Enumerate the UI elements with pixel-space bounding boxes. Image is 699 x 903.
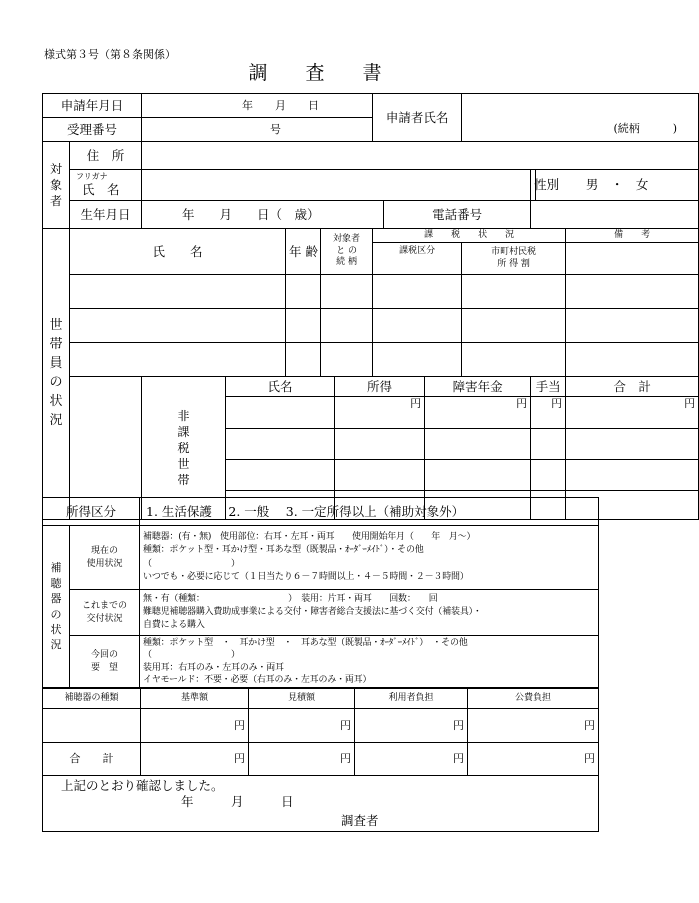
household-city-tax-cell[interactable] <box>462 309 566 343</box>
total-user-cell[interactable]: 円 <box>355 743 468 776</box>
total-base-cell[interactable]: 円 <box>141 743 249 776</box>
household-row[interactable] <box>43 309 699 343</box>
cost-total-label: 合 計 <box>43 743 141 776</box>
gender-select[interactable]: 男 ・ 女 <box>536 170 699 201</box>
col-tax-status-header: 課 税 状 況 <box>373 229 566 243</box>
notes-header-blank <box>566 243 699 275</box>
household-tax-class-cell[interactable] <box>373 309 462 343</box>
col-name-header: 氏 名 <box>70 229 286 275</box>
col-age-header: 年 齢 <box>286 229 321 275</box>
cost-row[interactable] <box>43 709 599 743</box>
nontax-pension-cell[interactable] <box>425 460 531 491</box>
nontax-total-cell[interactable] <box>566 429 699 460</box>
nontax-allowance-cell[interactable] <box>531 460 566 491</box>
gender-label: 性別 <box>531 170 536 201</box>
phone-label: 電話番号 <box>384 201 531 229</box>
nontax-name-cell[interactable] <box>226 460 335 491</box>
birth-date-field[interactable]: 年 月 日（ 歳） <box>142 201 384 229</box>
nontax-col-pension: 障害年金 <box>425 377 531 397</box>
household-age-cell[interactable] <box>286 275 321 309</box>
household-row[interactable] <box>43 343 699 377</box>
nontax-col-income: 所得 <box>335 377 425 397</box>
document-title: 調 査 書 <box>248 62 382 84</box>
address-label: 住 所 <box>70 142 142 170</box>
applicant-name-label: 申請者氏名 <box>373 94 462 142</box>
confirmation-date[interactable]: 年 月 日 <box>181 794 294 809</box>
cost-table <box>42 688 599 832</box>
receipt-number-label: 受理番号 <box>43 118 142 142</box>
hearing-aid-table <box>42 497 599 688</box>
cost-public-cell[interactable]: 円 <box>468 709 599 743</box>
investigator-label: 調査者 <box>341 813 379 828</box>
cost-col-base: 基準額 <box>141 689 249 709</box>
subject-group-label: 対 象 者 <box>43 142 70 229</box>
col-notes-header: 備 考 <box>566 229 699 243</box>
household-name-cell[interactable] <box>70 343 286 377</box>
household-group-label: 世 帯 員 の 状 況 <box>43 229 70 520</box>
nontax-income-cell[interactable]: 円 <box>335 397 425 429</box>
confirmation-box <box>43 776 599 832</box>
household-tax-class-cell[interactable] <box>373 275 462 309</box>
address-field[interactable] <box>142 142 699 170</box>
confirmation-text: 上記のとおり確認しました。 <box>61 778 224 793</box>
cost-user-cell[interactable]: 円 <box>355 709 468 743</box>
nontax-pension-cell[interactable] <box>425 429 531 460</box>
past-provision-field[interactable]: 無・有（種類： ） 装用：片耳・両耳 回数： 回 難聴児補聴器購入費助成事業による交付・障害者総合支援法に基づく交付（補装具）・ 自費による購入 <box>140 590 599 636</box>
col-relation-header: 対象者 と の 続 柄 <box>321 229 373 275</box>
income-class-options[interactable]: 1. 生活保護 2. 一般 3. 一定所得以上（補助対象外） <box>140 498 599 526</box>
phone-field[interactable] <box>531 201 699 229</box>
household-notes-cell[interactable] <box>566 275 699 309</box>
cost-total-row[interactable] <box>43 743 599 776</box>
subject-name-label: フリガナ 氏 名 <box>70 170 142 201</box>
applicant-name-field[interactable] <box>462 94 699 142</box>
nontax-name-cell[interactable] <box>226 429 335 460</box>
subject-name-field[interactable] <box>142 170 531 201</box>
household-name-cell[interactable] <box>70 275 286 309</box>
household-row[interactable] <box>43 275 699 309</box>
nontax-total-cell[interactable]: 円 <box>566 397 699 429</box>
survey-table-main <box>42 93 699 520</box>
nontax-name-cell[interactable] <box>226 397 335 429</box>
current-request-label: 今回の 要 望 <box>70 636 140 688</box>
household-tax-class-cell[interactable] <box>373 343 462 377</box>
cost-col-user: 利用者負担 <box>355 689 468 709</box>
household-notes-cell[interactable] <box>566 309 699 343</box>
birth-date-label: 生年月日 <box>70 201 142 229</box>
nontax-group-label: 非 課 税 世 帯 <box>142 377 226 520</box>
household-age-cell[interactable] <box>286 343 321 377</box>
cost-base-cell[interactable]: 円 <box>141 709 249 743</box>
household-relation-cell[interactable] <box>321 309 373 343</box>
current-usage-field[interactable]: 補聴器：(有・無) 使用部位：右耳・左耳・両耳 使用開始年月（ 年 月～） 種類：ポケット型・耳かけ型・耳あな型（既製品・ｵｰﾀﾞｰﾒｲﾄﾞ）・その他 （ ） いつでも・必要に応じて（１日当たり６－７時間以上・４－５時間・２－３時間） <box>140 526 599 590</box>
nontax-allowance-cell[interactable]: 円 <box>531 397 566 429</box>
total-estimate-cell[interactable]: 円 <box>249 743 355 776</box>
household-relation-cell[interactable] <box>321 343 373 377</box>
form-number: 様式第３号（第８条関係） <box>44 48 176 61</box>
total-public-cell[interactable]: 円 <box>468 743 599 776</box>
cost-col-public: 公費負担 <box>468 689 599 709</box>
household-name-cell[interactable] <box>70 309 286 343</box>
receipt-number-field[interactable]: 号 <box>142 118 373 142</box>
nontax-income-cell[interactable] <box>335 460 425 491</box>
current-usage-label: 現在の 使用状況 <box>70 526 140 590</box>
income-class-label: 所得区分 <box>43 498 140 526</box>
household-notes-cell[interactable] <box>566 343 699 377</box>
nontax-pension-cell[interactable]: 円 <box>425 397 531 429</box>
household-city-tax-cell[interactable] <box>462 343 566 377</box>
household-city-tax-cell[interactable] <box>462 275 566 309</box>
app-date-field[interactable]: 年 月 日 <box>142 94 373 118</box>
hearing-aid-group-label: 補 聴 器 の 状 況 <box>43 526 70 688</box>
nontax-col-name: 氏名 <box>226 377 335 397</box>
relation-label: (続柄 ) <box>613 122 678 136</box>
col-city-tax-header: 市町村民税 所 得 割 <box>462 243 566 275</box>
col-tax-class-header: 課税区分 <box>373 243 462 275</box>
cost-col-type: 補聴器の種類 <box>43 689 141 709</box>
app-date-label: 申請年月日 <box>43 94 142 118</box>
nontax-allowance-cell[interactable] <box>531 429 566 460</box>
cost-col-estimate: 見積額 <box>249 689 355 709</box>
nontax-income-cell[interactable] <box>335 429 425 460</box>
household-age-cell[interactable] <box>286 309 321 343</box>
nontax-col-total: 合 計 <box>566 377 699 397</box>
household-relation-cell[interactable] <box>321 275 373 309</box>
cost-estimate-cell[interactable]: 円 <box>249 709 355 743</box>
current-request-field[interactable]: 種類：ポケット型 ・ 耳かけ型 ・ 耳あな型（既製品・ｵｰﾀﾞｰﾒｲﾄﾞ） ・その他 （ ） 装用耳：右耳のみ・左耳のみ・両耳 イヤモールド：不要・必要（右耳のみ・左耳のみ・両耳） <box>140 636 599 688</box>
cost-type-cell[interactable] <box>43 709 141 743</box>
past-provision-label: これまでの 交付状況 <box>70 590 140 636</box>
nontax-total-cell[interactable] <box>566 460 699 491</box>
nontax-col-allowance: 手当 <box>531 377 566 397</box>
